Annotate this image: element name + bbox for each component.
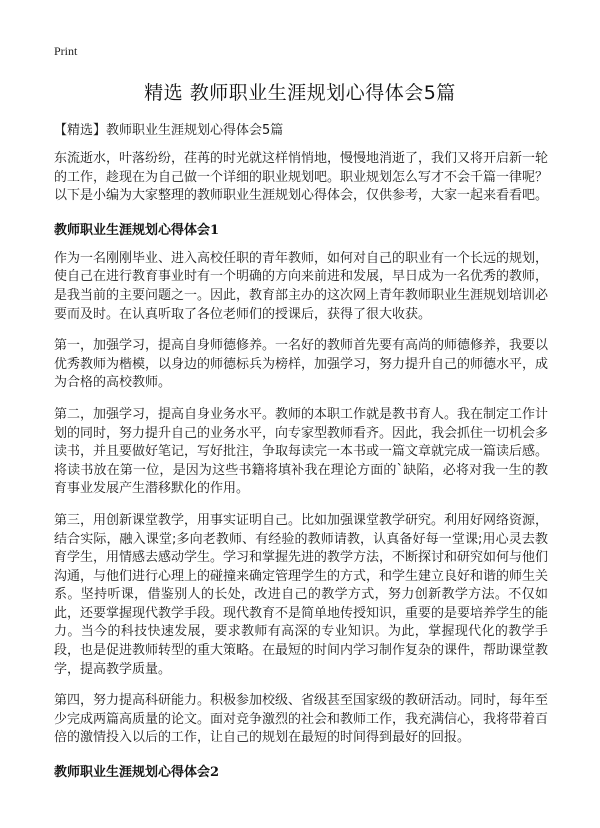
intro-paragraph: 东流逝水，叶落纷纷，荏苒的时光就这样悄悄地，慢慢地消逝了，我们又将开启新一轮的工作，趁现在为自己做一个详细的职业规划吧。职业规划怎么写才不会千篇一律呢？以下是小编为大家整理的教师职业生涯规划心得体会，仅供参考，大家一起来看看吧。: [54, 151, 549, 204]
section-1-paragraph-4: 第三，用创新课堂教学，用事实证明自己。比如加强课堂教学研究。利用好网络资源，结合实际，融入课堂;多向老教师、有经验的教师请教，认真备好每一堂课;用心灵去教育学生，用情感去感动学生。学习和掌握先进的教学方法，不断探讨和研究如何与他们沟通，与他们进行心理上的碰撞来确定管理学生的方式，和学生建立良好和谐的师生关系。坚持听课，借鉴别人的长处，改进自己的教学方式，努力创新教学方法。不仅如此，还要掌握现代教学手段。现代教育不是简单地传授知识，重要的是要培养学生的能力。当今的科技快速发展，要求教师有高深的专业知识。为此，掌握现代化的教学手段，也是促进教师转型的重大策略。在最短的时间内学习制作复杂的课件，帮助课堂教学，提高教学质量。: [54, 512, 549, 677]
section-1-paragraph-5: 第四，努力提高科研能力。积极参加校级、省级甚至国家级的教研活动。同时，每年至少完成两篇高质量的论文。面对竞争激烈的社会和教师工作，我充满信心，我将带着百倍的激情投入以后的工作，让自己的规划在最短的时间得到最好的回报。: [54, 693, 549, 746]
section-1-paragraph-2: 第一，加强学习，提高自身师德修养。一名好的教师首先要有高尚的师德修养，我要以优秀教师为楷模，以身边的师德标兵为榜样，加强学习，努力提升自己的师德水平，成为合格的高校教师。: [54, 338, 549, 391]
section-heading-2: 教师职业生涯规划心得体会2: [54, 765, 220, 781]
print-link[interactable]: Print: [54, 44, 78, 58]
document-subtitle: 【精选】教师职业生涯规划心得体会5篇: [54, 123, 284, 138]
document-title: 精选 教师职业生涯规划心得体会5篇: [144, 82, 456, 104]
section-heading-1: 教师职业生涯规划心得体会1: [54, 222, 220, 238]
document-body: [54, 150, 548, 792]
section-1-paragraph-3: 第二，加强学习，提高自身业务水平。教师的本职工作就是教书育人。我在制定工作计划的同时，努力提升自己的业务水平，向专家型教师看齐。因此，我会抓住一切机会多读书，并且要做好笔记，写好批注，争取每读完一本书或一篇文章就完成一篇读后感。将读书放在第一位，是因为这些书籍将填补我在理论方面的`缺陷，必将对我一生的教育事业发展产生潜移默化的作用。: [54, 406, 549, 497]
section-1-paragraph-1: 作为一名刚刚毕业、进入高校任职的青年教师，如何对自己的职业有一个长远的规划，使自己在进行教育事业时有一个明确的方向来前进和发展，早日成为一名优秀的教师，是我当前的主要问题之一。因此，教育部主办的这次网上青年教师职业生涯规划培训必要而及时。在认真听取了各位老师们的授课后，获得了很大收获。: [54, 250, 549, 322]
